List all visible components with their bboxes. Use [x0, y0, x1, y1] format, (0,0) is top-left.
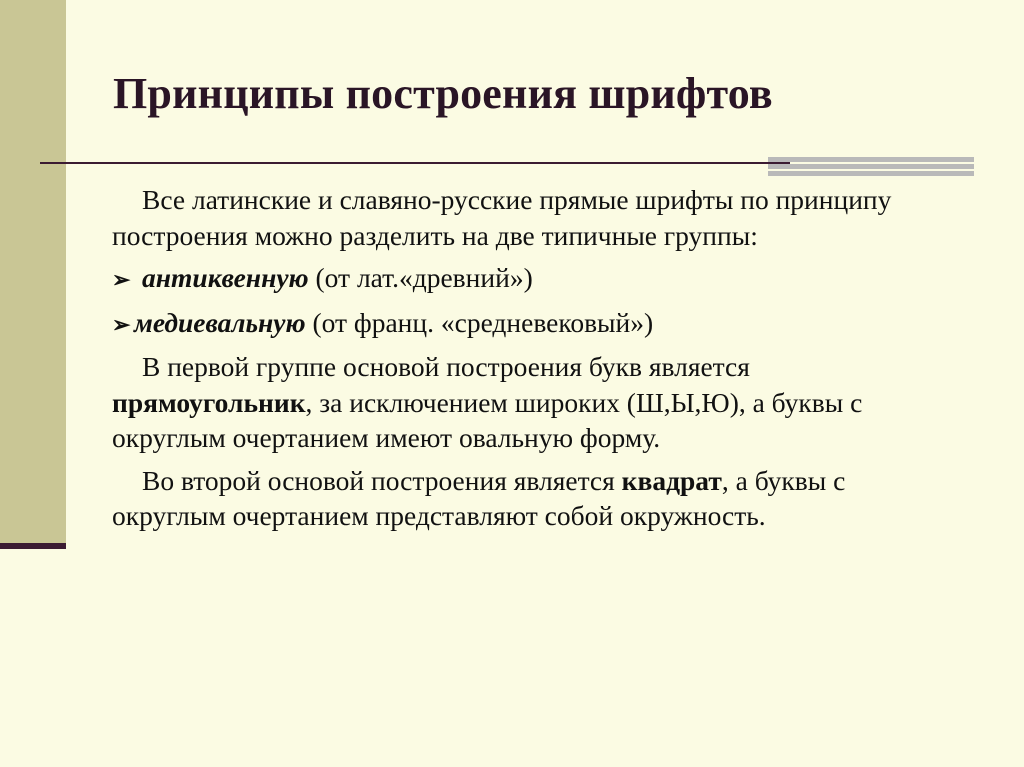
- bullet-note: (от франц. «средневековый»): [305, 306, 654, 338]
- slide-body: [112, 182, 942, 541]
- bullet-item: [112, 260, 942, 298]
- arrow-bullet-icon: ➢: [112, 311, 131, 337]
- bullet-text: [134, 305, 653, 341]
- emphasis-term: квадрат: [621, 464, 722, 496]
- arrow-bullet-icon: ➢: [112, 267, 131, 292]
- bullet-term: антиквенную: [142, 262, 309, 293]
- first-group-paragraph: [112, 349, 942, 456]
- paragraph-text: В первой группе основой построения букв является: [142, 351, 750, 382]
- emphasis-term: прямоугольник: [112, 386, 306, 418]
- bullet-term: медиевальную: [134, 306, 306, 338]
- left-band-rule: [0, 543, 66, 549]
- paragraph-text: , а буквы с округлым очертанием представляют собой окружность.: [112, 464, 846, 531]
- paragraph-text: Во второй основой построения является: [142, 464, 622, 496]
- intro-paragraph: Все латинские и славяно-русские прямые шрифты по принципу построения можно разделить на две типичные группы:: [112, 184, 892, 251]
- paragraph-text: , за исключением широких (Ш,Ы,Ю), а буквы с округлым очертанием имеют овальную форму.: [112, 386, 863, 453]
- left-decorative-band: [0, 0, 66, 545]
- bullet-text: [142, 260, 533, 296]
- second-group-paragraph: [112, 463, 942, 534]
- bullet-note: (от лат.«древний»): [308, 262, 533, 293]
- bullet-item: [112, 305, 942, 343]
- title-divider-accent: [768, 157, 974, 176]
- slide-title: Принципы построения шрифтов: [113, 69, 773, 118]
- title-divider: [40, 162, 790, 164]
